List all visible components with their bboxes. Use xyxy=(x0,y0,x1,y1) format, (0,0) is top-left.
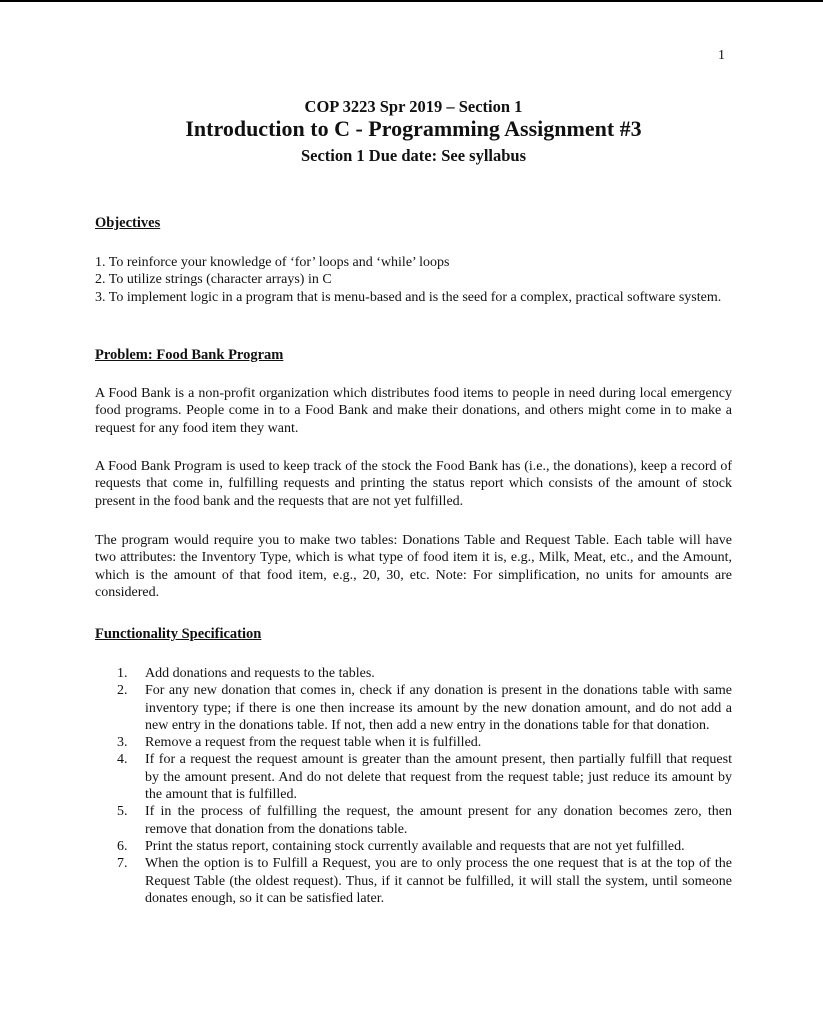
objectives-heading: Objectives xyxy=(95,215,161,231)
objective-item: 3. To implement logic in a program that is menu-based and is the seed for a complex, practical software system. xyxy=(95,289,722,305)
list-item-text: For any new donation that comes in, check if any donation is present in the donations table with same inventory type; if there is one then increase its amount by the new donation amount, and do not add a new entry in the donations table. If not, then add a new entry in the donations table for that donation. xyxy=(145,683,732,733)
list-item xyxy=(117,803,732,838)
objective-item: 2. To utilize strings (character arrays) in C xyxy=(95,272,332,288)
list-item xyxy=(117,855,732,907)
list-item-text: If for a request the request amount is greater than the amount present, then partially fulfill that request by the amount present. And do not delete that request from the request table; just reduce its amount by the amount that is fulfilled. xyxy=(145,752,732,803)
list-item-text: Remove a request from the request table when it is fulfilled. xyxy=(145,735,482,751)
list-item xyxy=(117,734,732,751)
list-item-number: 4. xyxy=(117,752,128,768)
problem-paragraph: A Food Bank is a non-profit organization which distributes food items to people in need during local emergency food programs. People come in to a Food Bank and make their donations, and others might come in to make a request for any food item they want. xyxy=(95,386,732,436)
list-item-number: 2. xyxy=(117,683,128,699)
list-item xyxy=(117,838,732,855)
course-heading: COP 3223 Spr 2019 – Section 1 xyxy=(304,97,523,116)
list-item-text: When the option is to Fulfill a Request, you are to only process the one request that is at the top of the Request Table (the oldest request). Thus, if it cannot be fulfilled, it will stall the system, until someone donates enough, so it can be satisfied later. xyxy=(145,856,732,906)
list-item-text: Add donations and requests to the tables. xyxy=(145,666,375,681)
list-item-number: 6. xyxy=(117,838,128,854)
objective-item: 1. To reinforce your knowledge of ‘for’ loops and ‘while’ loops xyxy=(95,255,450,270)
list-item xyxy=(117,682,732,734)
functionality-list xyxy=(117,665,732,907)
functionality-heading: Functionality Specification xyxy=(95,626,262,642)
list-item xyxy=(117,665,732,682)
list-item-text: Print the status report, containing stock currently available and requests that are not yet fulfilled. xyxy=(145,838,685,854)
assignment-title: Introduction to C - Programming Assignment #3 xyxy=(185,116,642,141)
list-item-number: 3. xyxy=(117,735,128,751)
objectives-list xyxy=(95,254,732,306)
problem-heading: Problem: Food Bank Program xyxy=(95,347,284,363)
due-date-line: Section 1 Due date: See syllabus xyxy=(300,146,527,165)
list-item-number: 5. xyxy=(117,804,128,820)
top-border-line xyxy=(0,0,823,2)
problem-paragraph: The program would require you to make two tables: Donations Table and Request Table. Each table will have two attributes: the Inventory Type, which is what type of food item it is, e.g., Milk, Meat, etc., and the Amount, which is the amount of that food item, e.g., 20, 30, etc. Note: For simplification, no units for amounts are considered. xyxy=(95,533,732,601)
list-item-number: 7. xyxy=(117,856,128,872)
list-item-text: If in the process of fulfilling the request, the amount present for any donation becomes zero, then remove that donation from the donations table. xyxy=(145,804,732,837)
problem-paragraph: A Food Bank Program is used to keep track of the stock the Food Bank has (i.e., the donations), keep a record of requests that come in, fulfilling requests and printing the status report which consists of the amount of stock present in the food bank and the requests that are not yet fulfilled. xyxy=(95,459,732,509)
list-item-number: 1. xyxy=(117,666,128,681)
list-item xyxy=(117,751,732,803)
page-number: 1 xyxy=(718,48,725,63)
